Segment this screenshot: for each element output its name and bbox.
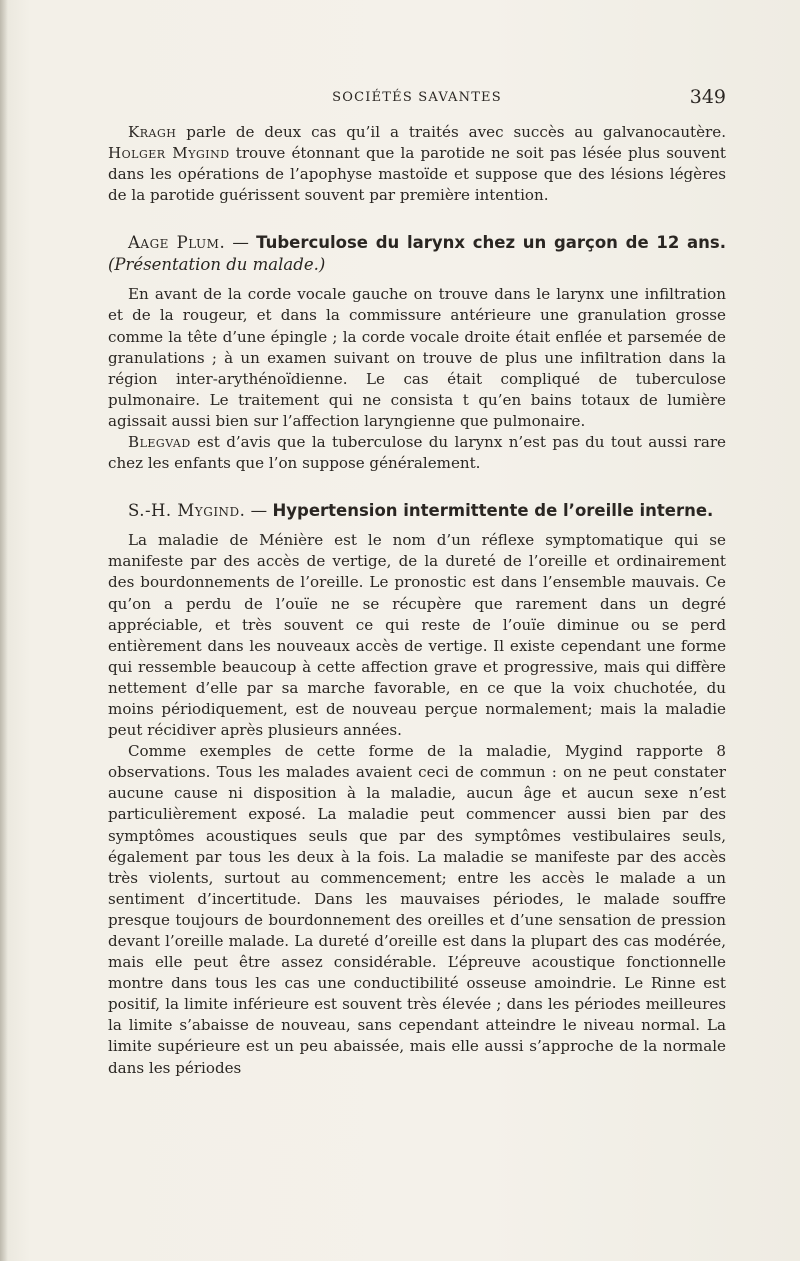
paragraph-text: est d’avis que la tuberculose du larynx n’est pas du tout aussi rare chez les enfants que l’on suppose généralement. <box>108 433 726 473</box>
section-heading-tuberculose <box>108 232 726 276</box>
section1-paragraph-1: En avant de la corde vocale gauche on trouve dans le larynx une infiltration et de la rougeur, et dans la commissure antérieure une granulation grosse comme la tête d’une épingle ; la corde vocale droite était enflée et parsemée de granulations ; à un examen suivant on trouve de plus une infiltration dans la région inter-arythénoïdienne. Le cas était compliqué de tuberculose pulmonaire. Le traitement qui ne consista t qu’en bains totaux de lumière agissait aussi bien sur l’affection laryngienne que pulmonaire. <box>108 285 726 430</box>
paragraph-text: parle de deux cas qu’il a traités avec succès au galvanocautère. <box>176 123 726 141</box>
author-name: Kragh <box>128 123 177 141</box>
paragraph-text: trouve étonnant que la parotide ne soit pas lésée plus souvent dans les opérations de l’apophyse mastoïde et suppose que des lésions légères de la parotide guérissent souvent par première intention. <box>108 144 726 205</box>
section2-paragraph-2: Comme exemples de cette forme de la maladie, Mygind rapporte 8 observations. Tous les malades avaient ceci de commun : on ne peut constater aucune cause ni disposition à la maladie, aucun âge et aucun sexe n’est particulièrement exposé. La maladie peut commencer aussi bien par des symptômes acoustiques seuls que par des symptômes vestibulaires seuls, également par tous les deux à la fois. La maladie se manifeste par des accès très violents, surtout au commencement; entre les accès le malade a un sentiment d’incertitude. Dans les mauvaises périodes, le malade souffre presque toujours de bourdonnement des oreilles et d’une sensation de pression devant l’oreille malade. La dureté d’oreille est dans la plupart des cas modérée, mais elle peut être assez considérable. L’épreuve acoustique fonctionnelle montre dans tous les cas une conductibilité osseuse amoindrie. Le Rinne est positif, la limite inférieure est souvent très élevée ; dans les périodes meilleures la limite s’abaisse de nouveau, sans cependant atteindre le niveau normal. La limite supérieure est un peu abaissée, mais elle aussi s’approche de la normale dans les périodes <box>108 742 726 1077</box>
heading-dash: — <box>225 233 257 253</box>
author-name: Holger Mygind <box>108 144 230 163</box>
page-header <box>108 86 726 112</box>
section-heading-hypertension <box>108 500 726 522</box>
section-title: Tuberculose du larynx chez un garçon de 12 ans. <box>256 233 726 253</box>
running-title: SOCIÉTÉS SAVANTES <box>332 90 502 105</box>
author-name: Blegvad <box>128 433 191 452</box>
page-number: 349 <box>689 86 726 108</box>
intro-paragraph <box>108 122 726 206</box>
section-author: S.-H. Mygind. <box>128 501 246 521</box>
section-title: Hypertension intermittente de l’oreille interne. <box>272 501 714 521</box>
heading-dash: — <box>245 501 273 521</box>
section1-paragraph-2 <box>108 432 726 474</box>
page-body <box>108 122 726 1079</box>
section-author: Aage Plum. <box>128 233 226 253</box>
binding-shadow <box>0 0 8 1261</box>
section2-paragraph-1: La maladie de Ménière est le nom d’un réflexe symptomatique qui se manifeste par des accès de vertige, de la dureté de l’oreille et ordinairement des bourdonnements de l’oreille. Le pronostic est dans l’ensemble mauvais. Ce qu’on a perdu de l’ouïe ne se récupère que rarement dans un degré appréciable, et très souvent ce qui reste de l’ouïe diminue ou se perd entièrement dans les nouveaux accès de vertige. Il existe cependant une forme qui ressemble beaucoup à cette affection grave et progressive, mais qui diffère nettement d’elle par sa marche favorable, en ce que la voix chuchotée, du moins périodiquement, est de nouveau perçue normalement; mais la maladie peut récidiver après plusieurs années. <box>108 531 726 740</box>
section-subtitle: (Présentation du malade.) <box>108 255 326 275</box>
